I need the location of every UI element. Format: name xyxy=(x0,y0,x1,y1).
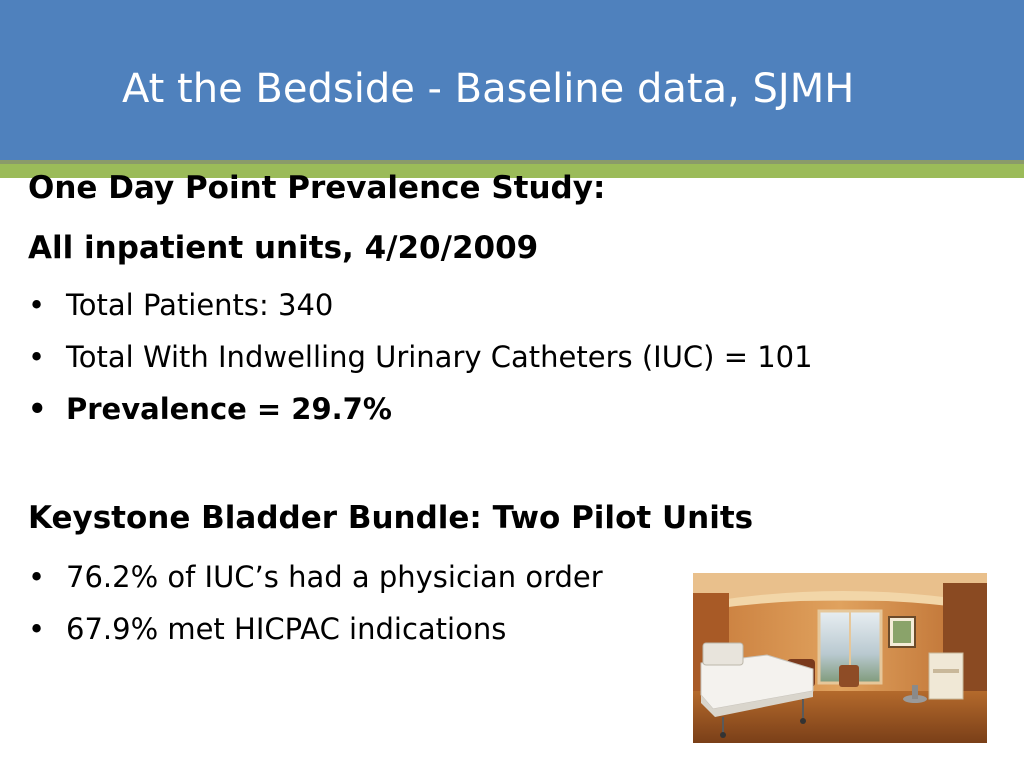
hospital-room-photo xyxy=(693,573,987,743)
bundle-heading: Keystone Bladder Bundle: Two Pilot Units xyxy=(28,500,754,536)
bullet-icon: • xyxy=(28,340,46,374)
study-bullet-prevalence: Prevalence = 29.7% xyxy=(66,392,392,426)
bullet-icon: • xyxy=(28,560,46,594)
slide-title: At the Bedside - Baseline data, SJMH xyxy=(122,66,855,112)
bullet-icon: • xyxy=(28,612,46,646)
bundle-bullet-hicpac: 67.9% met HICPAC indications xyxy=(66,612,507,646)
study-heading-line2: All inpatient units, 4/20/2009 xyxy=(28,230,539,266)
study-bullet-total-iuc: Total With Indwelling Urinary Catheters (IUC) = 101 xyxy=(66,340,813,374)
list-item xyxy=(28,560,603,594)
bundle-bullet-physician-order: 76.2% of IUC’s had a physician order xyxy=(66,560,603,594)
study-heading-line1: One Day Point Prevalence Study: xyxy=(28,170,606,206)
list-item xyxy=(28,612,506,646)
list-item xyxy=(28,340,813,374)
list-item xyxy=(28,288,333,322)
study-bullet-total-patients: Total Patients: 340 xyxy=(66,288,334,322)
bullet-icon: • xyxy=(28,288,46,322)
list-item xyxy=(28,392,392,426)
bullet-icon: • xyxy=(28,392,47,426)
